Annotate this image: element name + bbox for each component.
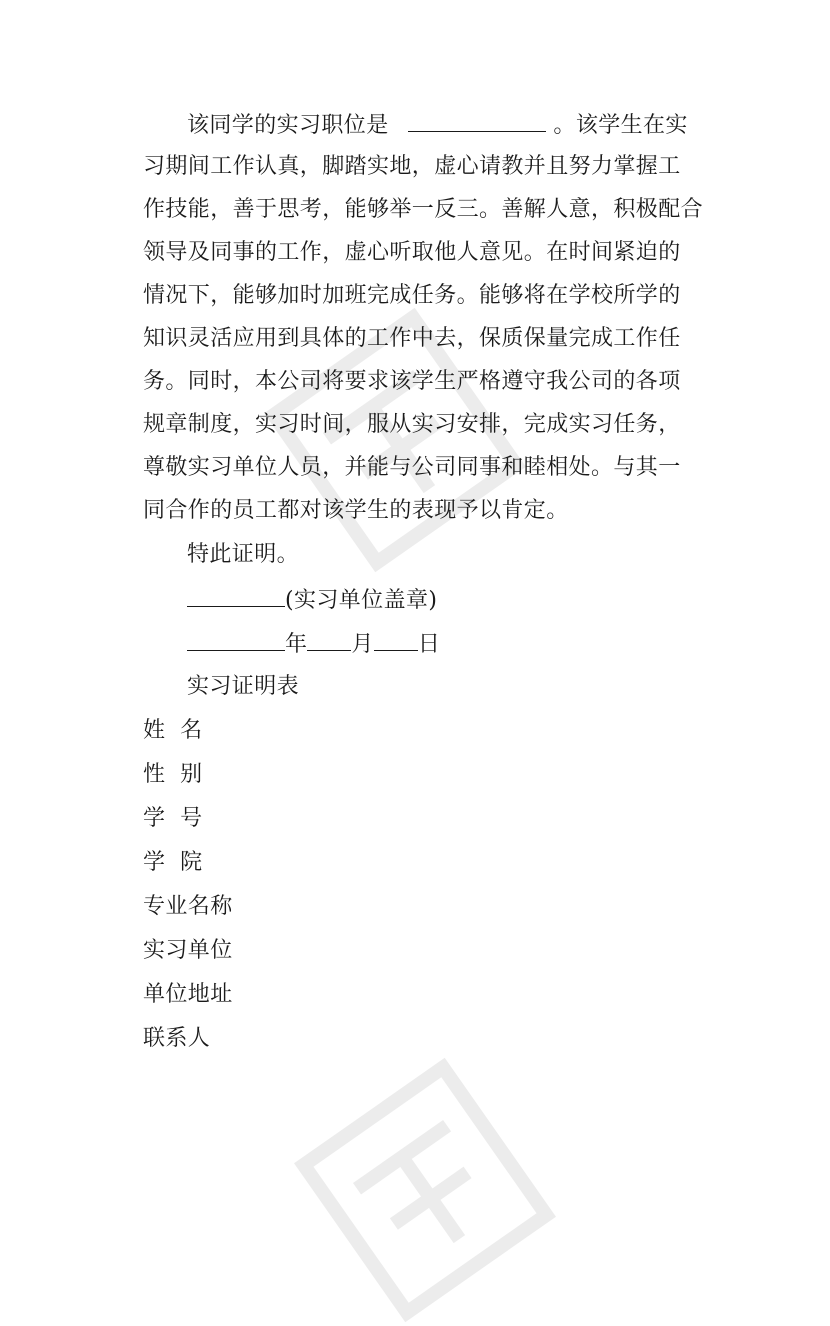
paragraph-line-8: 规章制度，实习时间，服从实习安排，完成实习任务， [143,412,681,437]
field-student-id: 学 号 [143,806,203,831]
field-major: 专业名称 [143,894,233,919]
day-label: 日 [417,632,441,657]
certify-statement: 特此证明。 [187,542,300,567]
paragraph-line-5: 情况下，能够加时加班完成任务。能够将在学校所学的 [143,283,681,308]
year-label: 年 [285,632,308,657]
paragraph-line-3: 作技能，善于思考，能够举一反三。善解人意，积极配合 [143,197,704,222]
year-blank [187,628,285,651]
seal-blank [187,584,285,607]
paragraph-line-6: 知识灵活应用到具体的工作中去，保质保量完成工作任 [143,326,681,351]
field-internship-unit: 实习单位 [143,938,233,963]
field-contact-person: 联系人 [143,1026,211,1051]
position-blank [408,109,546,132]
field-college: 学 院 [143,850,203,875]
month-blank [307,628,351,651]
table-title: 实习证明表 [187,674,300,699]
paragraph-line-1-suffix: 。该学生在实 [553,113,688,138]
position-label: 该同学的实习职位是 [187,113,389,138]
watermark-logo-bottom [290,1054,560,1326]
field-unit-address: 单位地址 [143,982,233,1007]
date-line [187,628,440,660]
paragraph-line-10: 同合作的员工都对该学生的表现予以肯定。 [143,498,569,523]
paragraph-line-2: 习期间工作认真，脚踏实地，虚心请教并且努力掌握工 [143,154,681,179]
month-label: 月 [351,632,374,657]
paragraph-line-4: 领导及同事的工作，虚心听取他人意见。在时间紧迫的 [143,240,681,265]
paragraph-line-1 [187,109,688,141]
field-gender: 性 别 [143,762,203,787]
paragraph-line-9: 尊敬实习单位人员，并能与公司同事和睦相处。与其一 [143,455,681,480]
seal-line [187,584,437,616]
field-name: 姓 名 [143,718,203,743]
seal-label: (实习单位盖章) [285,588,438,613]
paragraph-line-7: 务。同时，本公司将要求该学生严格遵守我公司的各项 [143,369,681,394]
day-blank [374,628,418,651]
